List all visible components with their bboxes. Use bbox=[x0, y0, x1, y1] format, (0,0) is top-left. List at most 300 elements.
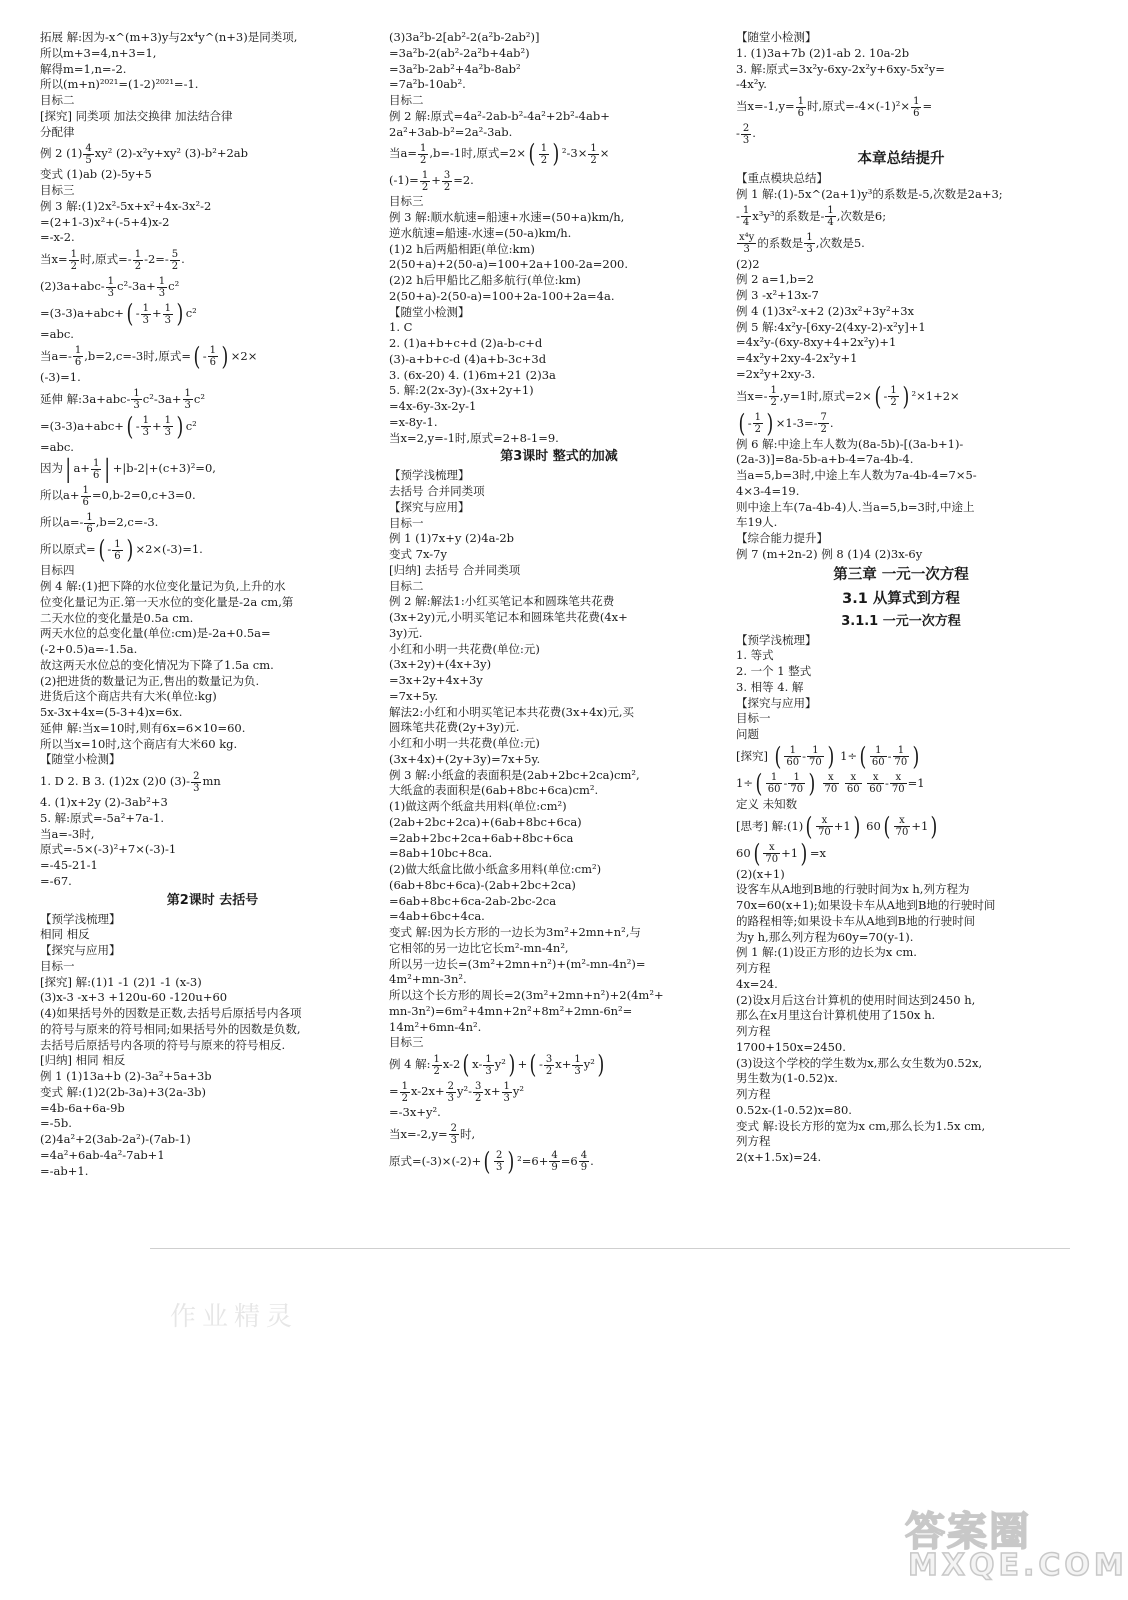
section-heading: 第三章 一元一次方程 bbox=[833, 566, 969, 583]
formula-text: - bbox=[538, 1057, 543, 1071]
formula-text: c²-3a+ bbox=[117, 279, 156, 293]
fraction bbox=[69, 249, 79, 272]
fraction-numerator: 1 bbox=[401, 1080, 409, 1092]
formula-text: ²-3× bbox=[561, 146, 588, 161]
fraction-numerator: x⁴y bbox=[739, 232, 755, 243]
fraction bbox=[825, 205, 835, 228]
fraction bbox=[483, 1054, 493, 1077]
formula-text: ×2× bbox=[230, 348, 258, 363]
fraction-numerator: 1 bbox=[788, 772, 805, 784]
answer-line: 故这两天水位总的变化情况为下降了1.5a cm. bbox=[40, 657, 274, 672]
fraction-denominator: 3 bbox=[164, 427, 171, 438]
answer-line: (3)设这个学校的学生数为x,那么女生数为0.52x, bbox=[736, 1055, 983, 1070]
formula-text: +1 bbox=[911, 818, 929, 833]
fraction-denominator: 3 bbox=[743, 244, 750, 255]
fraction-numerator: 1 bbox=[70, 248, 77, 260]
answer-line: 例 3 解:(1)2x²-5x+x²+4x-3x²-2 bbox=[40, 198, 212, 213]
fraction-numerator: 1 bbox=[184, 388, 191, 399]
answer-line: (3)-a+b+c-d (4)a+b-3c+3d bbox=[389, 351, 547, 366]
formula-text: ,次数是5. bbox=[815, 235, 865, 250]
answer-line: 14m²+6mn-4n². bbox=[389, 1019, 482, 1034]
formula-text: y² bbox=[512, 1084, 524, 1098]
formula-text: =1 bbox=[907, 775, 925, 790]
answer-line: 延伸 解:当x=10时,则有6x=6×10=60. bbox=[40, 720, 246, 735]
formula-text: 1. D 2. B 3. (1)2x (2)0 (3)- bbox=[40, 774, 191, 788]
formula-text: a+ bbox=[73, 461, 90, 476]
formula-text: x+ bbox=[484, 1084, 501, 1098]
fraction bbox=[163, 415, 173, 438]
fraction bbox=[816, 815, 833, 838]
answer-line: (-2+0.5)a=-1.5a. bbox=[40, 642, 138, 656]
answer-line: 【随堂小检测】 bbox=[389, 304, 470, 319]
fraction-numerator: 1 bbox=[158, 275, 166, 287]
answer-line: =2ab+2bc+2ca+6ab+8bc+6ca bbox=[389, 830, 574, 845]
formula-line bbox=[40, 413, 385, 440]
answer-line: =3a²b-2(ab²-2a²b+4ab²) bbox=[389, 45, 530, 60]
faint-stamp-text: 作业精灵 bbox=[170, 1302, 299, 1332]
answer-line: (-3)=1. bbox=[40, 369, 81, 384]
fraction-denominator: 70 bbox=[895, 827, 909, 838]
fraction-denominator: 2 bbox=[590, 154, 597, 166]
fraction bbox=[796, 96, 806, 119]
fraction bbox=[494, 1150, 504, 1173]
answer-column-2 bbox=[389, 30, 729, 1175]
formula-text: - bbox=[747, 415, 752, 430]
fraction bbox=[769, 385, 779, 408]
answer-line: mn-3n²)=6m²+4mn+2n²+8m²+2mn-6n²= bbox=[389, 1003, 633, 1018]
answer-line: (2)设x月后这台计算机的使用时间达到2450 h, bbox=[736, 992, 976, 1007]
scan-fold-line bbox=[150, 1248, 1070, 1249]
answer-line: (2)2 h后甲船比乙船多航行(单位:km) bbox=[389, 273, 581, 287]
answer-line: 目标三 bbox=[389, 1035, 424, 1050]
fraction-denominator: 3 bbox=[133, 400, 140, 411]
answer-line: 大纸盒的表面积是(6ab+8bc+6ca)cm². bbox=[389, 783, 599, 798]
fraction-denominator: 3 bbox=[107, 287, 115, 299]
formula-text: - bbox=[107, 542, 112, 557]
fraction bbox=[131, 388, 141, 411]
answer-line: 进货后这个商店共有大米(单位:kg) bbox=[40, 689, 217, 704]
section-heading: 第3课时 整式的加减 bbox=[500, 449, 618, 465]
fraction-numerator: 1 bbox=[797, 95, 804, 107]
fraction-denominator: 3 bbox=[158, 287, 166, 299]
answer-line: 1. (1)3a+7b (2)1-ab 2. 10a-2b bbox=[736, 45, 910, 60]
formula-text: ²×1+2× bbox=[911, 388, 960, 403]
formula-line bbox=[389, 1121, 729, 1148]
fraction-numerator: 4 bbox=[85, 142, 92, 154]
fraction-denominator: 3 bbox=[806, 244, 813, 255]
fraction bbox=[157, 276, 167, 299]
answer-line: 变式 7x-7y bbox=[389, 547, 447, 561]
fraction-numerator: 1 bbox=[142, 302, 149, 314]
watermark-url: MXQE.COM bbox=[908, 1548, 1128, 1583]
formula-text: x³y³的系数是- bbox=[752, 208, 825, 223]
answer-line: =6ab+8bc+6ca-2ab-2bc-2ca bbox=[389, 893, 557, 908]
fraction-numerator: 2 bbox=[496, 1150, 503, 1162]
fraction-numerator: 1 bbox=[421, 169, 429, 181]
fraction bbox=[823, 772, 840, 795]
answer-line: 解得m=1,n=-2. bbox=[40, 61, 127, 76]
formula-text: 60 bbox=[736, 845, 751, 860]
answer-line: 例 3 解:小纸盒的表面积是(2ab+2bc+2ca)cm², bbox=[389, 767, 640, 782]
fraction bbox=[788, 772, 805, 795]
answer-line: =-x-2. bbox=[40, 230, 75, 245]
answer-line: =4a²+6ab-4a²-7ab+1 bbox=[40, 1147, 165, 1162]
answer-line: 位变化量记为正.第一天水位的变化量是-2a cm,第 bbox=[40, 594, 294, 609]
answer-line: =-ab+1. bbox=[40, 1163, 89, 1178]
answer-line: 所以这个长方形的周长=2(3m²+2mn+n²)+2(4m²+ bbox=[389, 988, 664, 1002]
fraction-numerator: 1 bbox=[742, 205, 750, 216]
formula-text: 例 4 解: bbox=[389, 1057, 431, 1071]
formula-text: 的系数是 bbox=[757, 235, 804, 250]
fraction-numerator: 1 bbox=[82, 484, 89, 496]
answer-line: =(2+1-3)x²+(-5+4)x-2 bbox=[40, 214, 170, 229]
answer-line: [探究] 解:(1)1 -1 (2)1 -1 (x-3) bbox=[40, 974, 202, 989]
answer-line: (1)做这两个纸盒共用料(单位:cm²) bbox=[389, 799, 567, 813]
answer-line: 设客车从A地到B地的行驶时间为x h,列方程为 bbox=[736, 882, 970, 897]
fraction-denominator: 60 bbox=[786, 757, 800, 769]
fraction-numerator: 1 bbox=[164, 415, 171, 426]
fraction bbox=[418, 143, 428, 166]
fraction-denominator: 60 bbox=[869, 784, 883, 796]
fraction-numerator: x bbox=[894, 815, 911, 827]
fraction bbox=[804, 232, 814, 255]
fraction-denominator: 70 bbox=[809, 757, 822, 769]
fraction-denominator: 3 bbox=[450, 1135, 457, 1147]
big-bracket: | bbox=[104, 454, 111, 484]
answer-line: =2x²y+2xy-3. bbox=[736, 366, 816, 381]
big-bracket: ) bbox=[552, 139, 560, 169]
fraction bbox=[473, 1081, 483, 1104]
formula-line bbox=[40, 509, 385, 536]
fraction-numerator: 1 bbox=[74, 345, 82, 357]
answer-line: (3x+2y)+(4x+3y) bbox=[389, 657, 492, 672]
formula-text: = bbox=[389, 1084, 399, 1098]
answer-line: 【探究与应用】 bbox=[736, 695, 817, 710]
big-bracket: ( bbox=[483, 1146, 491, 1176]
formula-text: 1÷ bbox=[836, 748, 858, 763]
big-bracket: ) bbox=[221, 341, 229, 371]
formula-text: (2)3a+abc- bbox=[40, 279, 105, 293]
formula-text: =2. bbox=[453, 173, 474, 188]
fraction-denominator: 9 bbox=[551, 1162, 558, 1174]
fraction-denominator: 3 bbox=[447, 1092, 454, 1104]
answer-line: [归纳] 去括号 合并同类项 bbox=[389, 562, 521, 577]
formula-text: ,次数是6; bbox=[836, 208, 887, 223]
fraction bbox=[163, 303, 173, 326]
fraction-denominator: 2 bbox=[171, 260, 179, 272]
fraction-denominator: 6 bbox=[913, 107, 920, 119]
fraction bbox=[741, 123, 751, 146]
answer-line: (3x+2y)元,小明买笔记本和圆珠笔共花费(4x+ bbox=[389, 610, 628, 624]
formula-text: c² bbox=[185, 306, 197, 320]
answer-line: (3)x-3 -x+3 +120u-60 -120u+60 bbox=[40, 990, 228, 1005]
answer-line: 相同 相反 bbox=[40, 927, 90, 942]
fraction bbox=[400, 1081, 410, 1104]
fraction-numerator: 1 bbox=[913, 95, 920, 107]
formula-line bbox=[736, 410, 1066, 437]
formula-text: = bbox=[922, 99, 933, 113]
answer-line: 2. (1)a+b+c+d (2)a-b-c+d bbox=[389, 336, 543, 350]
answer-line: =3x+2y+4x+3y bbox=[389, 673, 483, 687]
big-bracket: ( bbox=[753, 838, 760, 868]
answer-line: (2)把进货的数量记为正,售出的数量记为负. bbox=[40, 673, 260, 688]
formula-line bbox=[736, 770, 1066, 797]
fraction-numerator: 1 bbox=[574, 1053, 581, 1065]
formula-text: - bbox=[736, 126, 740, 140]
answer-line: 3y)元. bbox=[389, 625, 423, 640]
fraction-numerator: 1 bbox=[870, 745, 887, 757]
formula-text: - bbox=[783, 775, 788, 790]
formula-line bbox=[40, 300, 385, 327]
fraction-numerator: 3 bbox=[545, 1053, 553, 1065]
fraction-numerator: 1 bbox=[114, 538, 121, 550]
fraction-denominator: 2 bbox=[820, 424, 827, 435]
fraction-numerator: 1 bbox=[890, 385, 897, 396]
big-bracket: ) bbox=[508, 1050, 516, 1079]
fraction bbox=[588, 143, 598, 166]
fraction-denominator: 6 bbox=[74, 357, 82, 369]
big-bracket: ) bbox=[800, 838, 808, 868]
answer-line: 70x=60(x+1);如果设卡车从A地到B地的行驶时间 bbox=[736, 898, 996, 912]
fraction bbox=[890, 772, 907, 795]
answer-line: 当a=5,b=3时,中途上车人数为7a-4b-4=7×5- bbox=[736, 468, 977, 482]
fraction-denominator: 70 bbox=[765, 854, 779, 865]
site-watermark-logo bbox=[900, 1500, 1128, 1588]
formula-text: x-2 bbox=[442, 1057, 461, 1071]
formula-text: . bbox=[829, 415, 834, 430]
formula-text: y²- bbox=[457, 1084, 472, 1098]
formula-text: x-2x+ bbox=[411, 1084, 445, 1098]
fraction bbox=[502, 1081, 512, 1104]
formula-line bbox=[736, 840, 1066, 867]
big-bracket: ( bbox=[193, 341, 201, 371]
answer-line: 变式 解:(1)2(2b-3a)+3(2a-3b) bbox=[40, 1084, 207, 1099]
fraction-denominator: 6 bbox=[797, 107, 804, 119]
answer-line: =4x²y+2xy-4-2x²y+1 bbox=[736, 351, 858, 365]
fraction bbox=[539, 143, 549, 166]
answer-line: 【综合能力提升】 bbox=[736, 531, 828, 545]
fraction-numerator: 2 bbox=[450, 1123, 457, 1135]
fraction bbox=[81, 485, 91, 508]
answer-line: 目标四 bbox=[40, 563, 75, 578]
answer-line: 【探究与应用】 bbox=[389, 499, 470, 514]
answer-line: 3. 相等 4. 解 bbox=[736, 679, 804, 694]
answer-line: 【随堂小检测】 bbox=[40, 752, 121, 767]
formula-text: - bbox=[887, 748, 892, 763]
formula-text: . bbox=[181, 252, 185, 266]
formula-text: × bbox=[599, 146, 610, 161]
formula-text: + bbox=[151, 306, 162, 320]
answer-line: (1)2 h后两船相距(单位:km) bbox=[389, 241, 535, 256]
fraction-numerator: 1 bbox=[164, 302, 171, 314]
fraction-denominator: 6 bbox=[92, 469, 100, 481]
formula-text: c² bbox=[193, 391, 205, 406]
fraction-denominator: 6 bbox=[82, 496, 89, 508]
fraction-denominator: 3 bbox=[742, 134, 750, 146]
answer-line: (4)如果括号外的因数是正数,去括号后原括号内各项 bbox=[40, 1006, 302, 1020]
formula-text: . bbox=[752, 126, 756, 140]
formula-text: c²-3a+ bbox=[142, 391, 182, 406]
answer-line: 变式 解:因为长方形的一边长为3m²+2mn+n²,与 bbox=[389, 925, 641, 939]
formula-text bbox=[818, 776, 822, 790]
answer-line: 的符号与原来的符号相同;如果括号外的因数是负数, bbox=[40, 1021, 301, 1036]
big-bracket: ) bbox=[853, 811, 861, 841]
formula-line bbox=[736, 93, 1066, 120]
answer-line: 目标二 bbox=[40, 93, 75, 107]
fraction-denominator: 3 bbox=[574, 1065, 581, 1077]
fraction-denominator: 2 bbox=[420, 154, 427, 166]
answer-line: 例 1 解:(1)设正方形的边长为x cm. bbox=[736, 945, 917, 960]
big-bracket: ( bbox=[874, 381, 882, 411]
fraction-numerator: 2 bbox=[447, 1080, 454, 1092]
formula-line bbox=[736, 383, 1066, 410]
fraction-numerator: 1 bbox=[766, 772, 783, 784]
answer-line: 例 2 解:原式=4a²-2ab-b²-4a²+2b²-4ab+ bbox=[389, 108, 610, 123]
formula-text: 所以原式= bbox=[40, 542, 96, 557]
formula-text: + bbox=[517, 1057, 528, 1071]
big-bracket: ) bbox=[176, 411, 184, 441]
fraction bbox=[73, 345, 83, 368]
fraction-numerator: 1 bbox=[590, 142, 597, 154]
formula-text: +1 bbox=[781, 845, 799, 860]
formula-line bbox=[389, 1078, 729, 1105]
big-bracket: ( bbox=[126, 299, 134, 328]
answer-line: -4x²y. bbox=[736, 77, 767, 92]
formula-text: c² bbox=[168, 279, 180, 293]
answer-line: 4×3-4=19. bbox=[736, 483, 800, 498]
answer-line: 3. 解:原式=3x²y-6xy-2x²y+6xy-5x²y= bbox=[736, 61, 945, 76]
answer-line: =-67. bbox=[40, 873, 72, 888]
big-bracket: ( bbox=[528, 139, 536, 169]
answer-line: 它相邻的另一边比它长m²-mn-4n², bbox=[389, 940, 569, 955]
fraction bbox=[911, 96, 921, 119]
fraction-denominator: 2 bbox=[545, 1065, 553, 1077]
answer-line: [探究] 同类项 加法交换律 加法结合律 bbox=[40, 108, 233, 123]
big-bracket: ) bbox=[827, 741, 835, 771]
answer-line: 变式 (1)ab (2)-5y+5 bbox=[40, 167, 152, 182]
formula-text: +1 bbox=[833, 818, 851, 833]
big-bracket: ( bbox=[126, 411, 134, 441]
fraction bbox=[784, 745, 801, 768]
formula-text: ,b=-1时,原式=2× bbox=[429, 146, 526, 161]
big-bracket: ) bbox=[902, 381, 910, 411]
answer-line: 原式=-5×(-3)²+7×(-3)-1 bbox=[40, 842, 177, 857]
answer-line: (3x+4x)+(2y+3y)=7x+5y. bbox=[389, 751, 541, 766]
big-bracket: ( bbox=[738, 408, 746, 438]
answer-line: 为y h,那么列方程为60y=70(y-1). bbox=[736, 929, 914, 944]
answer-line: =3a²b-2ab²+4a²b-8ab² bbox=[389, 61, 521, 76]
answer-line: 目标二 bbox=[389, 578, 424, 593]
answer-line: 【探究与应用】 bbox=[40, 943, 121, 957]
fraction-denominator: 5 bbox=[85, 154, 92, 166]
fraction bbox=[420, 170, 430, 193]
answer-line: (2a-3)]=8a-5b-a+b-4=7a-4b-4. bbox=[736, 452, 914, 467]
formula-text: + bbox=[151, 418, 162, 433]
fraction-numerator: x bbox=[823, 772, 840, 784]
formula-text: (-1)= bbox=[389, 173, 419, 188]
answer-line: 圆珠笔共花费(2y+3y)元. bbox=[389, 720, 520, 735]
answer-line: (2)4a²+2(3ab-2a²)-(7ab-1) bbox=[40, 1132, 191, 1146]
fraction bbox=[91, 458, 101, 481]
fraction-denominator: 3 bbox=[193, 782, 200, 794]
fraction-numerator: 1 bbox=[86, 511, 93, 523]
formula-text: -2=- bbox=[144, 252, 169, 266]
formula-text: y² bbox=[494, 1057, 506, 1071]
fraction-denominator: 6 bbox=[114, 550, 121, 562]
formula-line bbox=[736, 743, 1066, 770]
answer-line: 【预学浅梳理】 bbox=[389, 468, 470, 483]
answer-line: =-3x+y². bbox=[389, 1105, 441, 1119]
fraction-numerator: 1 bbox=[807, 745, 824, 757]
formula-text: 时,原式=-4×(-1)²× bbox=[807, 99, 911, 113]
formula-text: - bbox=[885, 775, 889, 790]
fraction-denominator: 2 bbox=[421, 181, 429, 193]
formula-line bbox=[389, 140, 729, 167]
fraction bbox=[741, 205, 751, 228]
answer-line: =abc. bbox=[40, 439, 74, 454]
answer-line: 变式 解:设长方形的宽为x cm,那么长为1.5x cm, bbox=[736, 1118, 986, 1133]
answer-line: 0.52x-(1-0.52)x=80. bbox=[736, 1102, 852, 1117]
formula-text: 所以a=- bbox=[40, 515, 84, 530]
big-bracket: ) bbox=[176, 299, 184, 328]
answer-line: (2)2 bbox=[736, 256, 760, 271]
answer-line: 3. (6x-20) 4. (1)6m+21 (2)3a bbox=[389, 367, 556, 382]
answer-column-1 bbox=[40, 30, 385, 1179]
formula-text: ,b=2,c=-3时,原式= bbox=[84, 348, 191, 363]
answer-line: 1. 等式 bbox=[736, 648, 774, 663]
formula-text: + bbox=[431, 173, 441, 188]
fraction-numerator: 1 bbox=[770, 385, 777, 396]
formula-text: x+ bbox=[555, 1057, 572, 1071]
formula-text: mn bbox=[202, 774, 221, 788]
answer-line: (2)做大纸盒比做小纸盒多用料(单位:cm²) bbox=[389, 862, 602, 876]
big-bracket: ( bbox=[859, 741, 867, 771]
big-bracket: ( bbox=[462, 1050, 470, 1079]
formula-text: [思考] 解:(1) bbox=[736, 818, 804, 833]
answer-line: 例 4 解:(1)把下降的水位变化量记为负,上升的水 bbox=[40, 579, 286, 593]
answer-line: 【预学浅梳理】 bbox=[40, 911, 121, 926]
answer-line: 逆水航速=船速-水速=(50-a)km/h. bbox=[389, 225, 572, 240]
fraction-denominator: 3 bbox=[142, 427, 149, 438]
fraction bbox=[170, 249, 180, 272]
fraction-numerator: 1 bbox=[420, 142, 427, 154]
fraction-numerator: 3 bbox=[475, 1080, 482, 1092]
answer-line: [归纳] 相同 相反 bbox=[40, 1053, 126, 1068]
fraction-numerator: 7 bbox=[820, 412, 827, 423]
answer-line: 目标一 bbox=[736, 711, 771, 726]
fraction-denominator: 2 bbox=[70, 260, 77, 272]
formula-line bbox=[736, 230, 1066, 257]
fraction-numerator: 1 bbox=[806, 232, 813, 243]
fraction bbox=[753, 412, 763, 435]
formula-text: 所以a+ bbox=[40, 488, 80, 503]
answer-line: 那么在x月里这台计算机使用了150x h. bbox=[736, 1008, 936, 1023]
formula-text bbox=[863, 776, 867, 790]
fraction-denominator: 70 bbox=[824, 784, 838, 796]
fraction bbox=[888, 385, 898, 408]
fraction-numerator: x bbox=[845, 772, 862, 784]
big-bracket: ( bbox=[774, 741, 781, 771]
formula-text: - bbox=[736, 208, 740, 223]
formula-text: =(3-3)a+abc+ bbox=[40, 306, 124, 320]
big-bracket: ) bbox=[507, 1146, 515, 1176]
answer-line: 男生数为(1-0.52)x. bbox=[736, 1071, 838, 1086]
answer-line: 问题 bbox=[736, 727, 759, 741]
fraction-numerator: 1 bbox=[893, 745, 910, 757]
answer-column-3 bbox=[736, 30, 1066, 1166]
fraction bbox=[572, 1054, 582, 1077]
answer-line: 4m²+mn-3n². bbox=[389, 972, 467, 987]
